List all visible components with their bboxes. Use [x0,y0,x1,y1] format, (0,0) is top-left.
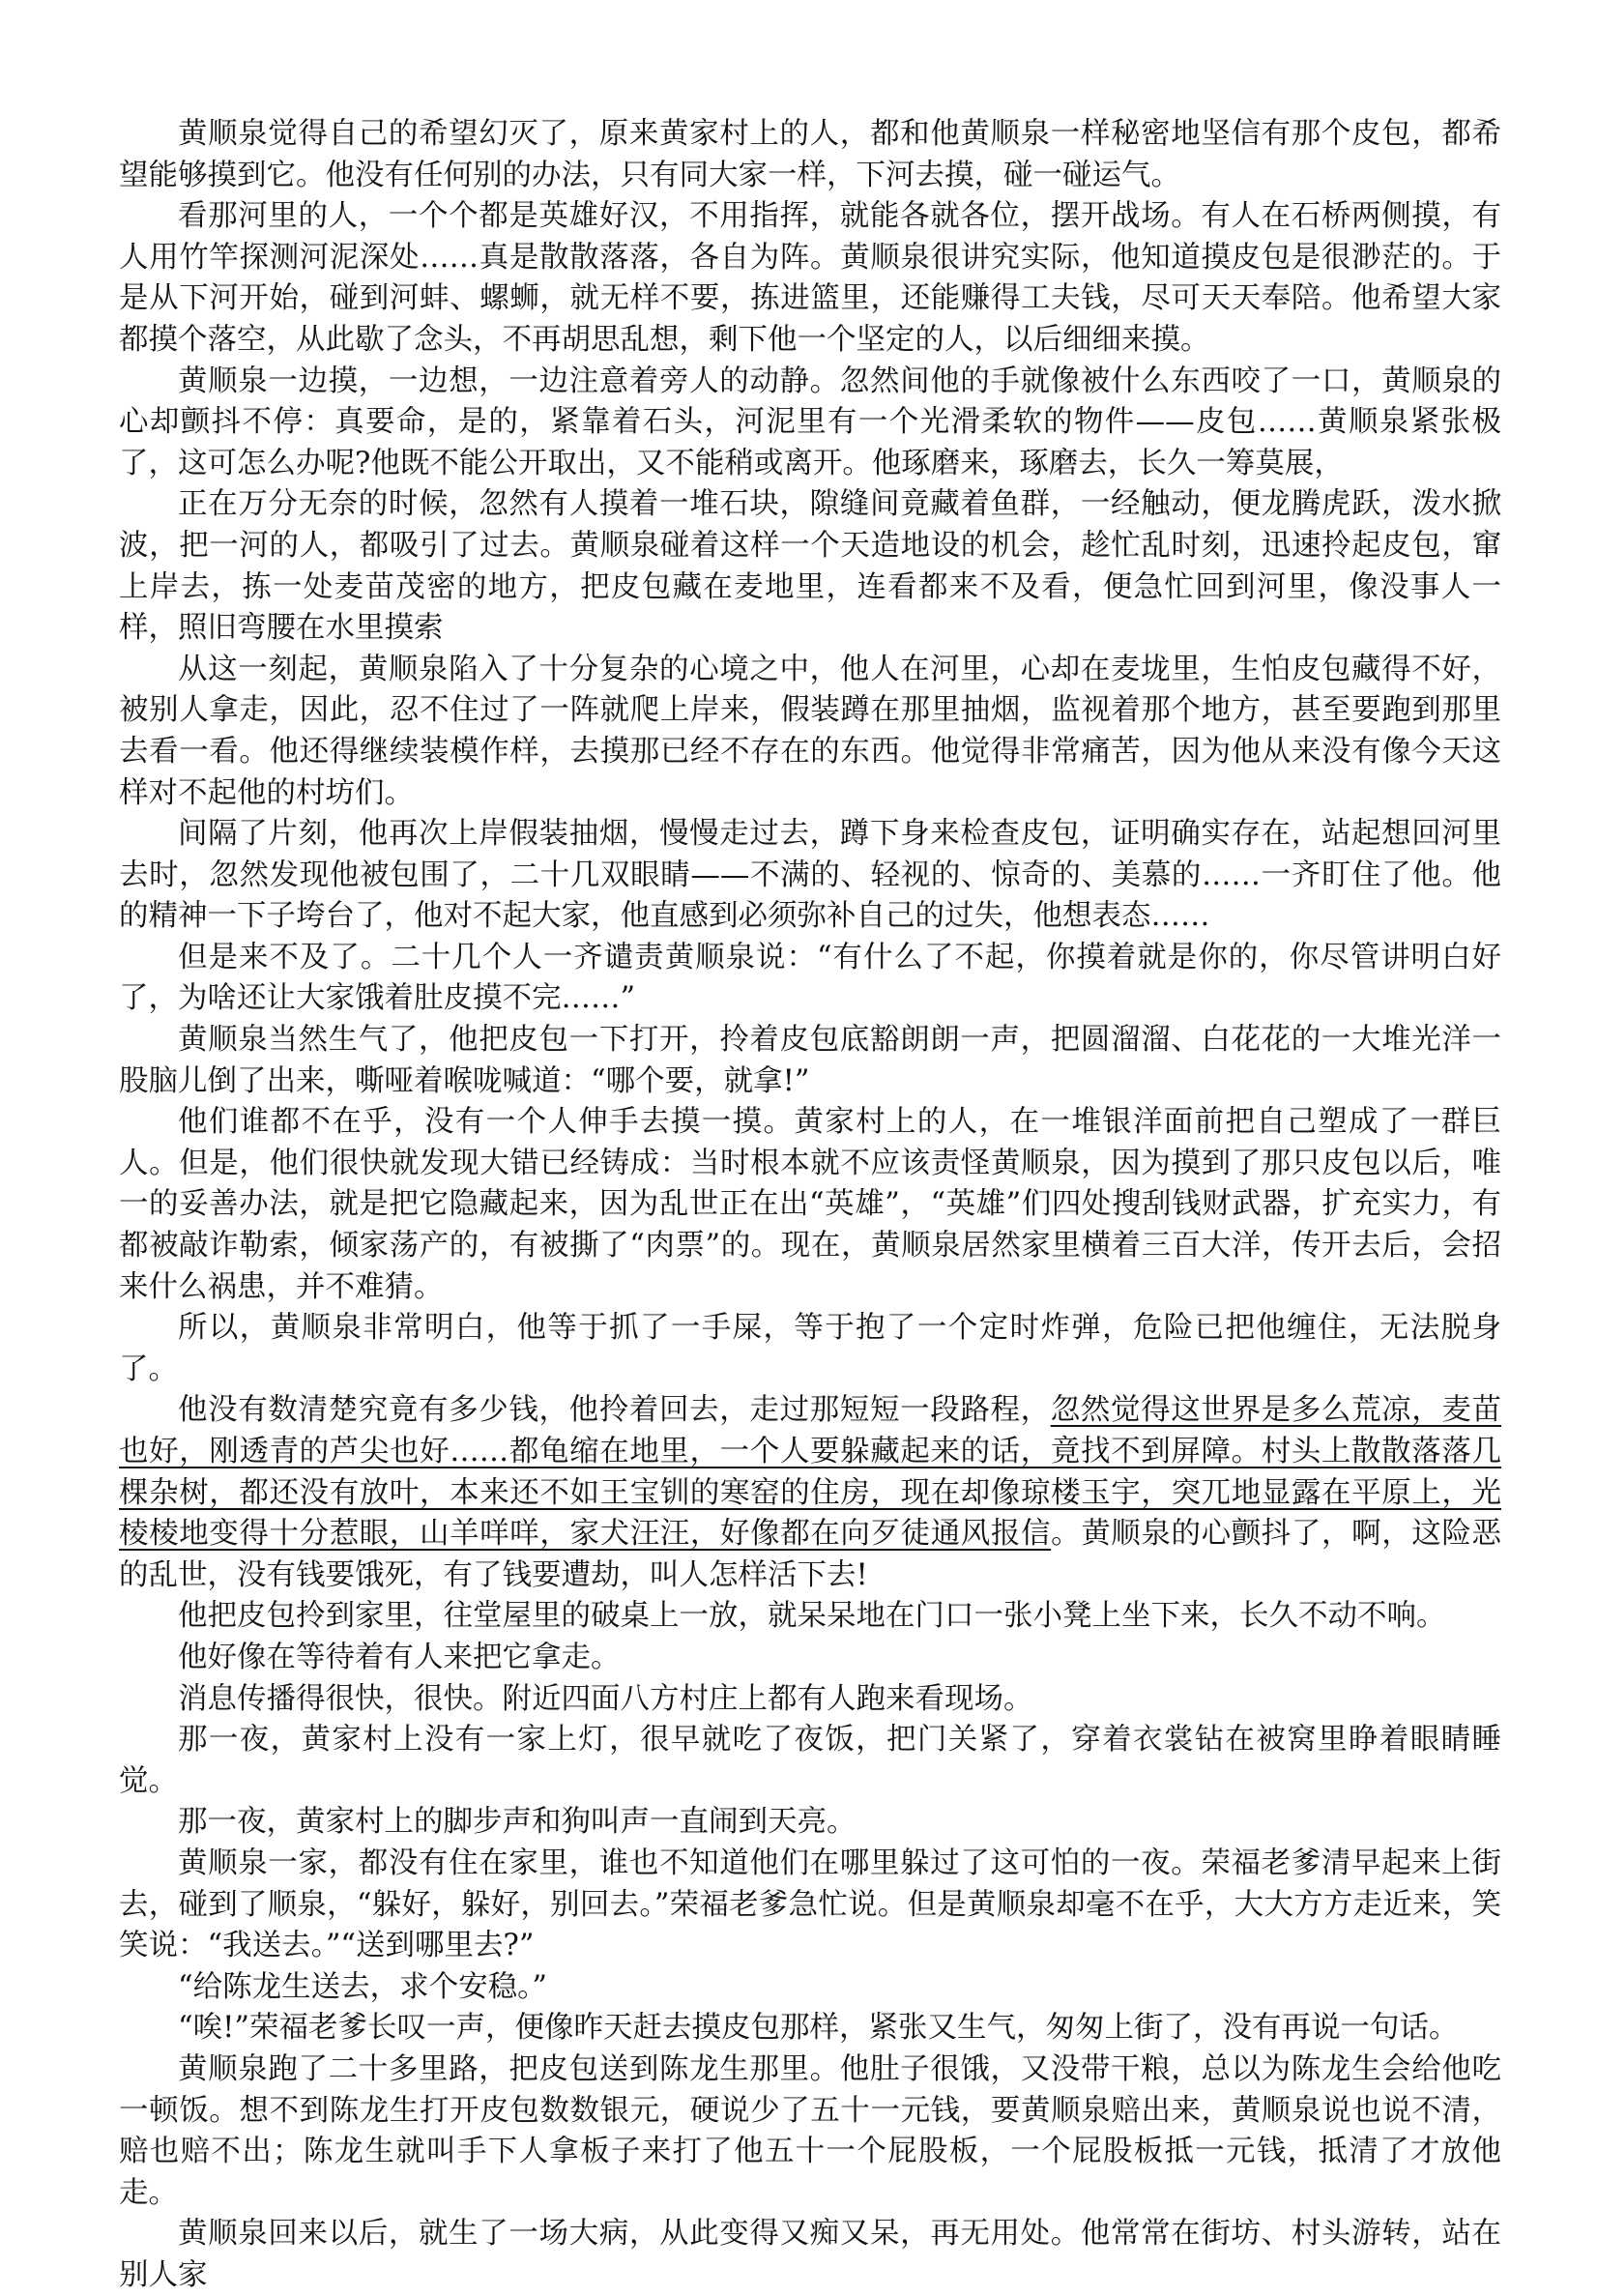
underlined-passage: 忽然觉得这世界是多么荒凉，麦苗也好，刚透青的芦尖也好……都龟缩在地里，一个人要躲藏起来的话，竟找不到屏障。村头上散散落落几棵杂树，都还没有放叶，本来还不如王宝钏的寒窑的住房，现在却像琼楼玉宇，突兀地显露在平原上，光棱棱地变得十分惹眼，山羊咩咩，家犬汪汪，好像都在向歹徒通风报信 [119,1393,1502,1552]
paragraph-text: 他没有数清楚究竟有多少钱，他拎着回去，走过那短短一段路程， [178,1393,1051,1428]
paragraph: “给陈龙生送去，求个安稳。” [178,1969,547,2004]
paragraph: 黄顺泉回来以后，就生了一场大病，从此变得又痴又呆，再无用处。他常常在街坊、村头游转，站在别人家 [119,2217,1501,2292]
paragraph: 黄顺泉觉得自己的希望幻灭了，原来黄家村上的人，都和他黄顺泉一样秘密地坚信有那个皮包，都希望能够摸到它。他没有任何别的办法，只有同大家一样，下河去摸，碰一碰运气。 [119,117,1501,192]
paragraph-with-underline [119,1390,1501,1596]
paragraph: 黄顺泉一边摸，一边想，一边注意着旁人的动静。忽然间他的手就像被什么东西咬了一口，黄顺泉的心却颤抖不停：真要命，是的，紧靠着石头，河泥里有一个光滑柔软的物件——皮包……黄顺泉紧张极了，这可怎么办呢?他既不能公开取出，又不能稍或离开。他琢磨来，琢磨去，长久一筹莫展， [119,363,1501,480]
paragraph-text: 。黄顺泉的心颤抖了，啊，这险恶的乱世，没有钱要饿死，有了钱要遭劫，叫人怎样活下去! [119,1517,1502,1592]
paragraph: 黄顺泉一家，都没有住在家里，谁也不知道他们在哪里躲过了这可怕的一夜。荣福老爹清早起来上街去，碰到了顺泉，“躲好，躲好，别回去。”荣福老爹急忙说。但是黄顺泉却毫不在乎，大大方方走近来，笑笑说：“我送去。”“送到哪里去?” [119,1846,1501,1963]
paragraph: 那一夜，黄家村上没有一家上灯，很早就吃了夜饭，把门关紧了，穿着衣裳钻在被窝里睁着眼睛睡觉。 [119,1723,1501,1798]
paragraph: 黄顺泉跑了二十多里路，把皮包送到陈龙生那里。他肚子很饿，又没带干粮，总以为陈龙生会给他吃一顿饭。想不到陈龙生打开皮包数数银元，硬说少了五十一元钱，要黄顺泉赔出来，黄顺泉说也说不清，赔也赔不出；陈龙生就叫手下人拿板子来打了他五十一个屁股板，一个屁股板抵一元钱，抵清了才放他走。 [119,2051,1501,2210]
paragraph: 他好像在等待着有人来把它拿走。 [178,1640,621,1674]
paragraph: 看那河里的人，一个个都是英雄好汉，不用指挥，就能各就各位，摆开战场。有人在石桥两侧摸，有人用竹竿探测河泥深处……真是散散落落，各自为阵。黄顺泉很讲究实际，他知道摸皮包是很渺茫的。于是从下河开始，碰到河蚌、螺蛳，就无样不要，拣进篮里，还能赚得工夫钱，尽可天天奉陪。他希望大家都摸个落空，从此歇了念头，不再胡思乱想，剩下他一个坚定的人，以后细细来摸。 [119,199,1501,357]
paragraph: 所以，黄顺泉非常明白，他等于抓了一手屎，等于抱了一个定时炸弹，危险已把他缠住，无法脱身了。 [119,1311,1501,1386]
paragraph: 正在万分无奈的时候，忽然有人摸着一堆石块，隙缝间竟藏着鱼群，一经触动，便龙腾虎跃，泼水掀波，把一河的人，都吸引了过去。黄顺泉碰着这样一个天造地设的机会，趁忙乱时刻，迅速拎起皮包，窜上岸去，拣一处麦苗茂密的地方，把皮包藏在麦地里，连看都来不及看，便急忙回到河里，像没事人一样，照旧弯腰在水里摸索 [119,487,1501,646]
paragraph: 但是来不及了。二十几个人一齐谴责黄顺泉说：“有什么了不起，你摸着就是你的，你尽管讲明白好了，为啥还让大家饿着肚皮摸不完……” [119,940,1501,1016]
paragraph: 间隔了片刻，他再次上岸假装抽烟，慢慢走过去，蹲下身来检查皮包，证明确实存在，站起想回河里去时，忽然发现他被包围了，二十几双眼睛——不满的、轻视的、惊奇的、美慕的……一齐盯住了他。他的精神一下子垮台了，他对不起大家，他直感到必须弥补自己的过失，他想表态…… [119,817,1501,934]
paragraph: 他们谁都不在乎，没有一个人伸手去摸一摸。黄家村上的人，在一堆银洋面前把自己塑成了一群巨人。但是，他们很快就发现大错已经铸成：当时根本就不应该责怪黄顺泉，因为摸到了那只皮包以后，唯一的妥善办法，就是把它隐藏起来，因为乱世正在出“英雄”，“英雄”们四处搜刮钱财武器，扩充实力，有都被敲诈勒索，倾家荡产的，有被撕了“肉票”的。现在，黄顺泉居然家里横着三百大洋，传开去后，会招来什么祸患，并不难猜。 [119,1105,1501,1304]
document-page [119,114,1501,2296]
paragraph: “唉!”荣福老爹长叹一声，便像昨天赶去摸皮包那样，紧张又生气，匆匆上街了，没有再说一句话。 [178,2011,1459,2046]
paragraph: 他把皮包拎到家里，往堂屋里的破桌上一放，就呆呆地在门口一张小凳上坐下来，长久不动不响。 [178,1599,1446,1634]
paragraph: 那一夜，黄家村上的脚步声和狗叫声一直闹到天亮。 [178,1805,857,1840]
paragraph: 消息传播得很快，很快。附近四面八方村庄上都有人跑来看现场。 [178,1681,1033,1716]
paragraph: 黄顺泉当然生气了，他把皮包一下打开，拎着皮包底豁朗朗一声，把圆溜溜、白花花的一大堆光洋一股脑儿倒了出来，嘶哑着喉咙喊道：“哪个要，就拿!” [119,1023,1501,1098]
paragraph: 从这一刻起，黄顺泉陷入了十分复杂的心境之中，他人在河里，心却在麦垅里，生怕皮包藏得不好，被别人拿走，因此，忍不住过了一阵就爬上岸来，假装蹲在那里抽烟，监视着那个地方，甚至要跑到那里去看一看。他还得继续装模作样，去摸那已经不存在的东西。他觉得非常痛苦，因为他从来没有像今天这样对不起他的村坊们。 [119,652,1501,810]
